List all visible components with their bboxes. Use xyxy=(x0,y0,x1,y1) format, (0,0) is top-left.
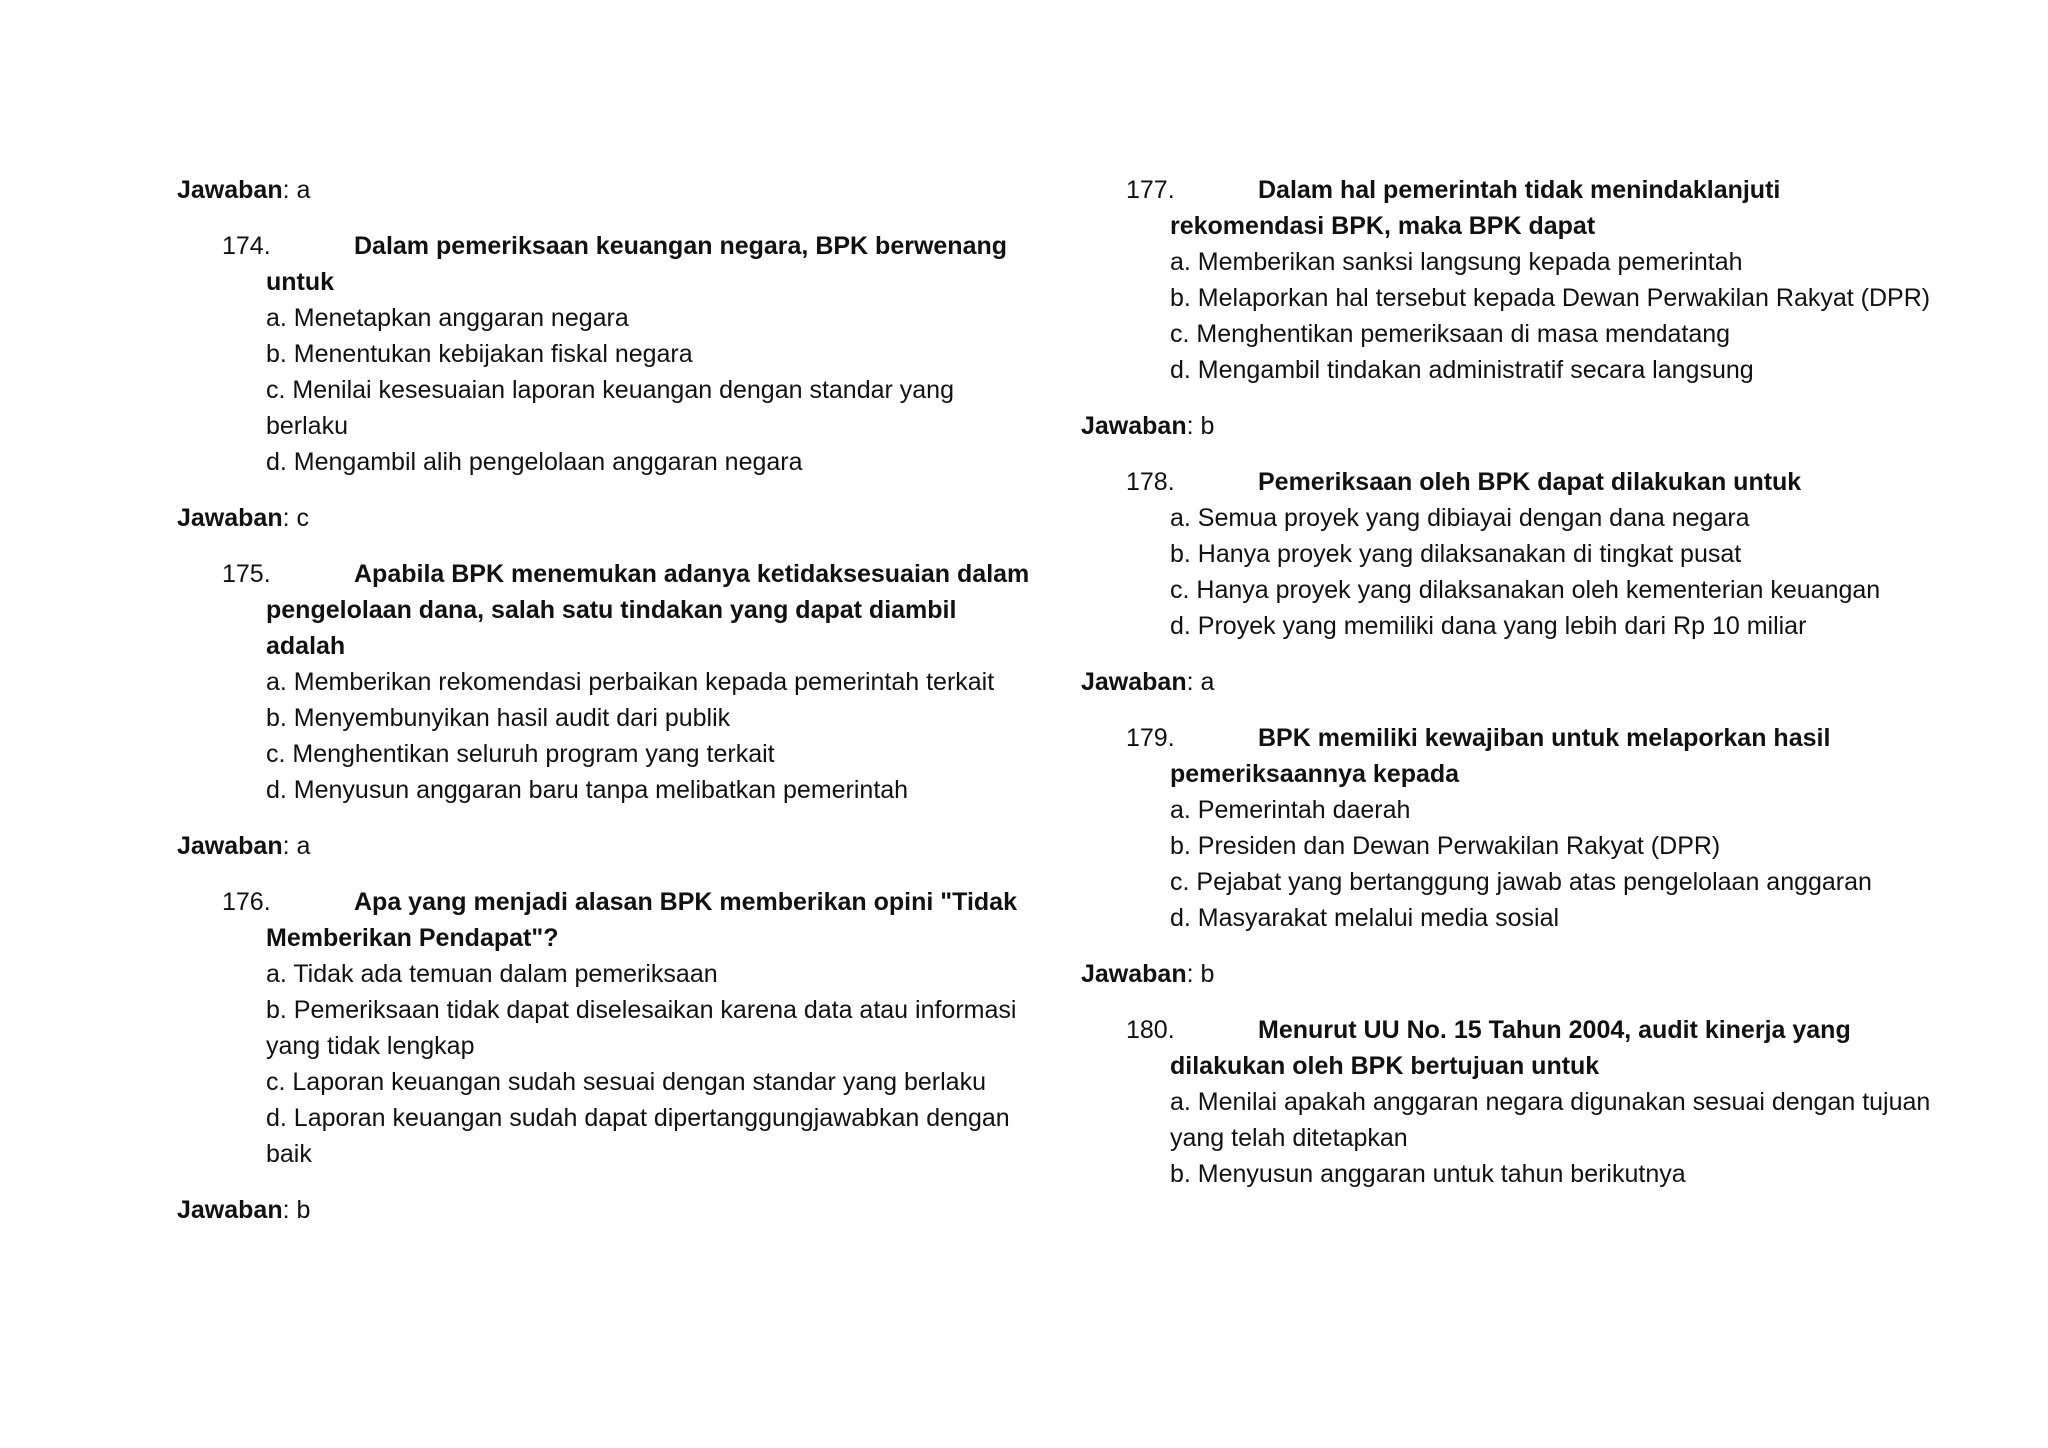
question-180 xyxy=(1081,1012,1941,1192)
option-d: d. Proyek yang memiliki dana yang lebih dari Rp 10 miliar xyxy=(1170,612,1807,640)
answer-line xyxy=(177,172,1037,208)
question-number: 176. xyxy=(222,888,271,916)
option-a: a. Menilai apakah anggaran negara digunakan sesuai dengan tujuan yang telah ditetapkan xyxy=(1170,1088,1931,1152)
answer-value: : a xyxy=(282,832,311,860)
question-177 xyxy=(1081,172,1941,388)
option-a: a. Memberikan sanksi langsung kepada pemerintah xyxy=(1170,248,1743,276)
question-text-first-line: Apa yang menjadi alasan BPK memberikan opini "Tidak xyxy=(354,888,1017,916)
option-list xyxy=(177,956,1037,1172)
answer-value: : a xyxy=(282,176,311,204)
question-number: 174. xyxy=(222,232,271,260)
option-list xyxy=(1081,792,1941,936)
question-text-first-line: Dalam hal pemerintah tidak menindaklanjuti xyxy=(1258,176,1781,204)
question-heading xyxy=(177,556,1037,664)
option-a: a. Semua proyek yang dibiayai dengan dana negara xyxy=(1170,504,1750,532)
question-heading xyxy=(1081,172,1941,244)
option-d: d. Laporan keuangan sudah dapat dipertanggungjawabkan dengan baik xyxy=(266,1104,1010,1168)
question-number: 178. xyxy=(1126,468,1175,496)
question-text-first-line: Apabila BPK menemukan adanya ketidaksesuaian dalam xyxy=(354,560,1030,588)
option-b: b. Menentukan kebijakan fiskal negara xyxy=(266,340,693,368)
question-text-continuation: untuk xyxy=(266,268,335,296)
option-c: c. Hanya proyek yang dilaksanakan oleh kementerian keuangan xyxy=(1170,576,1881,604)
option-a: a. Tidak ada temuan dalam pemeriksaan xyxy=(266,960,718,988)
question-text-first-line: Menurut UU No. 15 Tahun 2004, audit kinerja yang xyxy=(1258,1016,1851,1044)
option-c: c. Laporan keuangan sudah sesuai dengan standar yang berlaku xyxy=(266,1068,986,1096)
option-d: d. Masyarakat melalui media sosial xyxy=(1170,904,1560,932)
option-d: d. Mengambil alih pengelolaan anggaran negara xyxy=(266,448,803,476)
question-number: 180. xyxy=(1126,1016,1175,1044)
question-174 xyxy=(177,228,1037,480)
question-176 xyxy=(177,884,1037,1172)
option-b: b. Menyembunyikan hasil audit dari publik xyxy=(266,704,731,732)
question-text-first-line: Pemeriksaan oleh BPK dapat dilakukan untuk xyxy=(1258,468,1802,496)
question-heading xyxy=(1081,1012,1941,1084)
option-list xyxy=(177,300,1037,480)
answer-value: : c xyxy=(282,504,310,532)
question-text-first-line: BPK memiliki kewajiban untuk melaporkan hasil xyxy=(1258,724,1831,752)
question-178 xyxy=(1081,464,1941,644)
answer-line xyxy=(1081,956,1941,992)
option-b: b. Hanya proyek yang dilaksanakan di tingkat pusat xyxy=(1170,540,1742,568)
option-c: c. Menilai kesesuaian laporan keuangan dengan standar yang berlaku xyxy=(266,376,954,440)
option-b: b. Presiden dan Dewan Perwakilan Rakyat (DPR) xyxy=(1170,832,1721,860)
question-number: 175. xyxy=(222,560,271,588)
option-list xyxy=(1081,244,1941,388)
answer-line xyxy=(177,828,1037,864)
right-column xyxy=(1081,172,1941,1212)
question-heading xyxy=(177,228,1037,300)
answer-line xyxy=(177,500,1037,536)
question-heading xyxy=(177,884,1037,956)
option-list xyxy=(1081,500,1941,644)
option-b: b. Melaporkan hal tersebut kepada Dewan Perwakilan Rakyat (DPR) xyxy=(1170,284,1931,312)
question-text-continuation: Memberikan Pendapat"? xyxy=(266,924,559,952)
answer-label: Jawaban xyxy=(177,504,283,532)
question-text-continuation: pemeriksaannya kepada xyxy=(1170,760,1460,788)
option-list xyxy=(1081,1084,1941,1192)
option-d: d. Mengambil tindakan administratif secara langsung xyxy=(1170,356,1754,384)
option-a: a. Memberikan rekomendasi perbaikan kepada pemerintah terkait xyxy=(266,668,995,696)
answer-value: : b xyxy=(1186,960,1215,988)
question-heading xyxy=(1081,464,1941,500)
answer-line xyxy=(1081,408,1941,444)
question-heading xyxy=(1081,720,1941,792)
answer-value: : a xyxy=(1186,668,1215,696)
answer-label: Jawaban xyxy=(1081,960,1187,988)
option-b: b. Pemeriksaan tidak dapat diselesaikan karena data atau informasi yang tidak lengkap xyxy=(266,996,1017,1060)
option-list xyxy=(177,664,1037,808)
question-text-continuation: pengelolaan dana, salah satu tindakan yang dapat diambil adalah xyxy=(266,596,957,660)
answer-value: : b xyxy=(282,1196,311,1224)
question-175 xyxy=(177,556,1037,808)
left-column xyxy=(177,172,1037,1248)
option-a: a. Menetapkan anggaran negara xyxy=(266,304,629,332)
question-number: 177. xyxy=(1126,176,1175,204)
option-d: d. Menyusun anggaran baru tanpa melibatkan pemerintah xyxy=(266,776,909,804)
question-text-continuation: rekomendasi BPK, maka BPK dapat xyxy=(1170,212,1596,240)
answer-label: Jawaban xyxy=(177,832,283,860)
answer-label: Jawaban xyxy=(1081,412,1187,440)
answer-label: Jawaban xyxy=(177,176,283,204)
option-b: b. Menyusun anggaran untuk tahun berikutnya xyxy=(1170,1160,1686,1188)
answer-line xyxy=(1081,664,1941,700)
option-c: c. Menghentikan pemeriksaan di masa mendatang xyxy=(1170,320,1731,348)
option-c: c. Menghentikan seluruh program yang terkait xyxy=(266,740,775,768)
question-text-first-line: Dalam pemeriksaan keuangan negara, BPK berwenang xyxy=(354,232,1008,260)
option-c: c. Pejabat yang bertanggung jawab atas pengelolaan anggaran xyxy=(1170,868,1872,896)
answer-line xyxy=(177,1192,1037,1228)
answer-label: Jawaban xyxy=(1081,668,1187,696)
option-a: a. Pemerintah daerah xyxy=(1170,796,1411,824)
question-text-continuation: dilakukan oleh BPK bertujuan untuk xyxy=(1170,1052,1600,1080)
question-number: 179. xyxy=(1126,724,1175,752)
answer-value: : b xyxy=(1186,412,1215,440)
question-179 xyxy=(1081,720,1941,936)
answer-label: Jawaban xyxy=(177,1196,283,1224)
